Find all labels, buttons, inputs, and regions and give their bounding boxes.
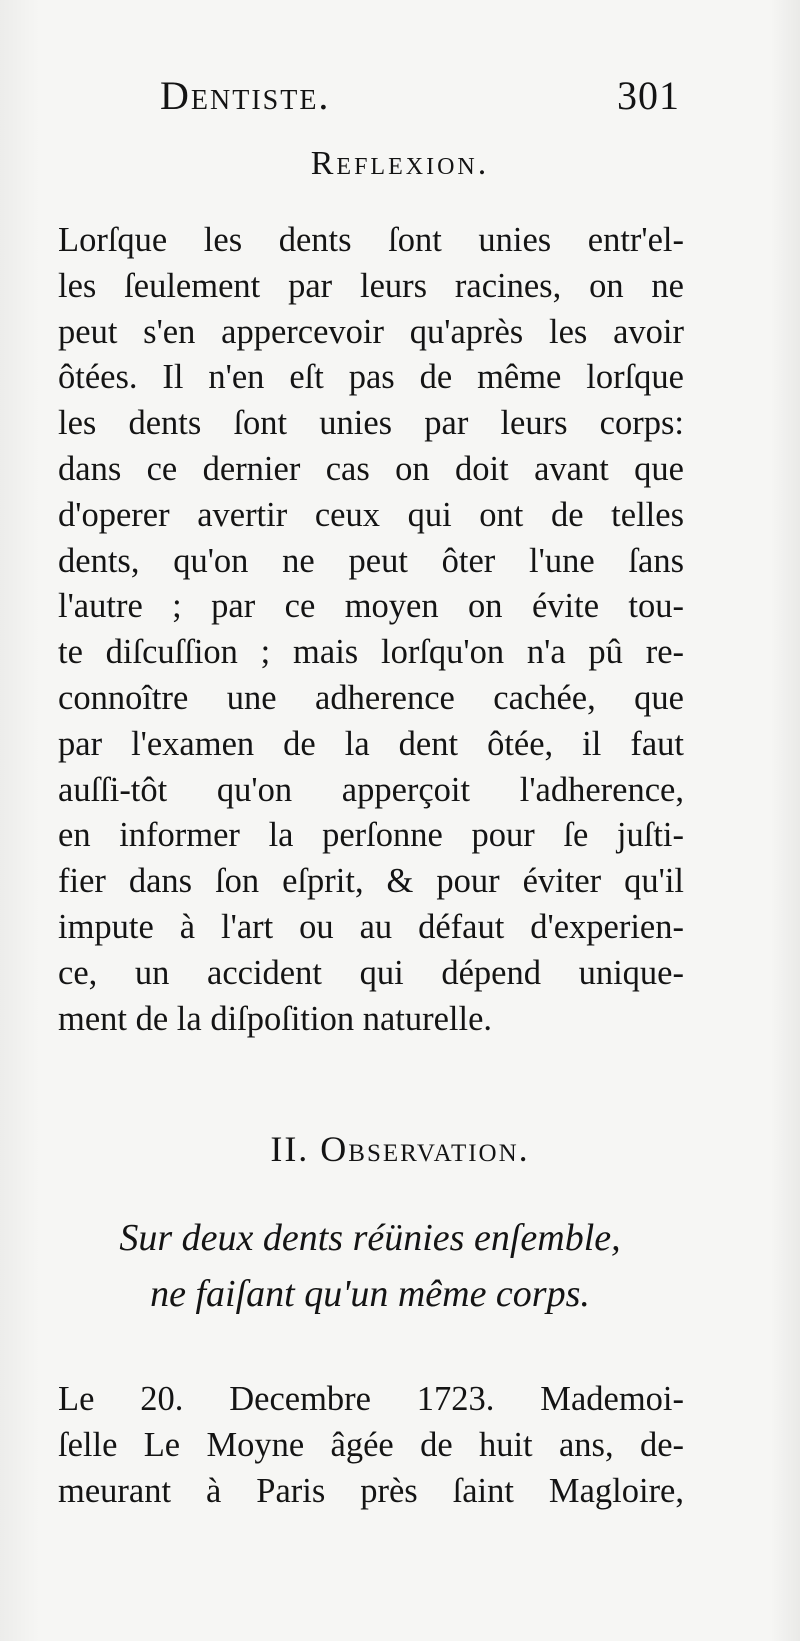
running-title: Dentiste. [160, 73, 331, 118]
text-line: impute à l'art ou au défaut d'experien- [58, 907, 684, 946]
running-head [60, 72, 680, 132]
reflexion-paragraph [58, 218, 684, 1042]
text-line: Le 20. Decembre 1723. Mademoi- [58, 1380, 684, 1418]
text-line: par l'examen de la dent ôtée, il faut [58, 724, 684, 763]
text-line: ce, un accident qui dépend unique- [58, 953, 684, 992]
observation-heading: II. Observation. [270, 1129, 530, 1169]
subtitle-line: Sur deux dents réünies enſemble, [119, 1217, 621, 1259]
reflexion-heading: Reflexion. [310, 145, 490, 182]
text-line: auſſi-tôt qu'on apperçoit l'adherence, [58, 770, 684, 809]
text-line: dans ce dernier cas on doit avant que [58, 449, 684, 488]
text-line: connoître une adherence cachée, que [58, 678, 684, 717]
text-line: ment de la diſpoſition naturelle. [58, 999, 493, 1038]
observation-paragraph [58, 1377, 684, 1514]
text-line: peut s'en appercevoir qu'après les avoir [58, 312, 684, 351]
subtitle-line: ne faiſant qu'un même corps. [150, 1273, 590, 1315]
page-number: 301 [617, 73, 680, 118]
text-line: ſelle Le Moyne âgée de huit ans, de- [58, 1425, 684, 1464]
text-line: les ſeulement par leurs racines, on ne [58, 266, 684, 305]
text-line: te diſcuſſion ; mais lorſqu'on n'a pû re- [58, 633, 684, 672]
text-line: d'operer avertir ceux qui ont de telles [58, 495, 684, 534]
text-line: l'autre ; par ce moyen on évite tou- [58, 587, 684, 626]
text-line: ôtées. Il n'en eſt pas de même lorſque [58, 358, 684, 397]
text-line: fier dans ſon eſprit, & pour éviter qu'il [58, 862, 684, 901]
text-line: meurant à Paris près ſaint Magloire, [58, 1471, 684, 1510]
text-line: Lorſque les dents ſont unies entr'el- [58, 221, 684, 259]
text-line: en informer la perſonne pour ſe juſti- [58, 816, 684, 855]
text-line: les dents ſont unies par leurs corps: [58, 404, 684, 443]
text-line: dents, qu'on ne peut ôter l'une ſans [58, 541, 684, 580]
observation-subtitle [40, 1210, 700, 1322]
